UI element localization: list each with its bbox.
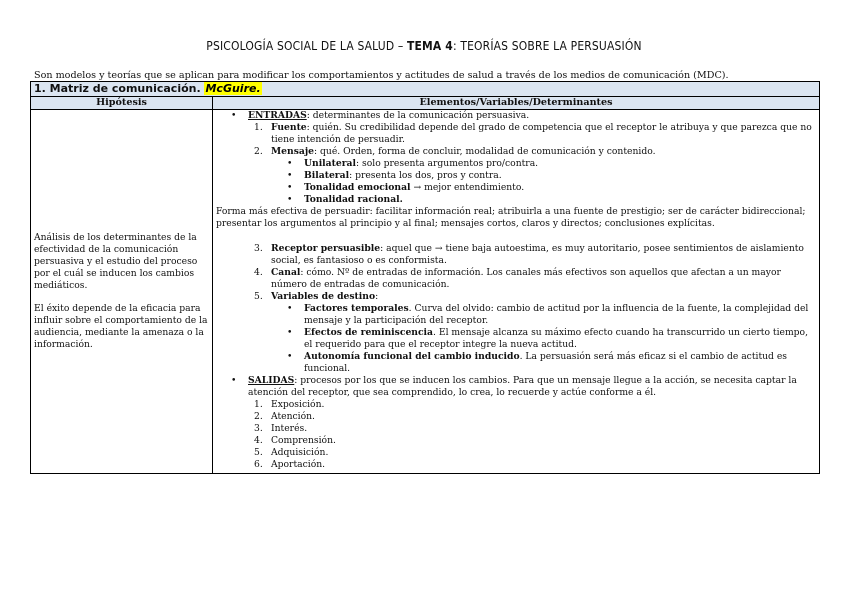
section-title: 1. Matriz de comunicación. McGuire. [31,82,820,97]
intro-text: Son modelos y teorías que se aplican para modificar los comportamientos y actitudes de salud a través de los medios de comunicación (MDC). [34,70,729,81]
fuente-item: 1. Fuente: quién. Su credibilidad depende del grado de competencia que el receptor le atribuya y que parezca que no tiene intención de persuadir. [254,122,812,145]
racional-item: • Tonalidad racional. [287,194,403,205]
salidas-list-item: 1. Exposición. [254,399,325,410]
unilateral-item: • Unilateral: solo presenta argumentos pro/contra. [287,158,539,169]
content-row [31,110,820,474]
salidas-list-item: 4. Comprensión. [254,435,336,446]
forma-paragraph: Forma más efectiva de persuadir: facilitar información real; atribuirla a una fuente de prestigio; ser de carácter bidireccional; presentar los argumentos al principio y al final; mensajes cortos, claros y directos; conclusiones explícitas. [216,206,806,229]
salidas-item: • SALIDAS: procesos por los que se inducen los cambios. Para que un mensaje llegue a la acción, se necesita captar la atención del receptor, que sea comprendido, lo crea, lo recuerde y actúe conforme a él. [231,375,797,398]
temporales-item: • Factores temporales. Curva del olvido: cambio de actitud por la influencia de la fuente, la complejidad del mensaje y la participación del receptor. [287,303,809,326]
canal-item: 4. Canal: cómo. Nº de entradas de información. Los canales más efectivos son aquellos que afectan a un mayor número de entradas de comunicación. [254,267,781,290]
hypothesis-paragraph-1: Análisis de los determinantes de la efectividad de la comunicación persuasiva y el estudio del proceso por el cuál se inducen los cambios mediáticos. [34,232,198,291]
document-title: PSICOLOGÍA SOCIAL DE LA SALUD – TEMA 4: TEORÍAS SOBRE LA PERSUASIÓN [206,38,642,53]
bilateral-item: • Bilateral: presenta los dos, pros y contra. [287,170,502,181]
salidas-list-item: 3. Interés. [254,423,308,434]
salidas-list-item: 6. Aportación. [254,459,326,470]
persuasion-matrix-table [30,81,820,474]
salidas-list-item: 5. Adquisición. [254,447,329,458]
entradas-item: • ENTRADAS: determinantes de la comunicación persuasiva. [231,110,530,121]
col-elements: Elementos/Variables/Determinantes [213,97,820,110]
autonomia-item: • Autonomía funcional del cambio inducido. La persuasión será más eficaz si el cambio de actitud es funcional. [287,351,788,374]
salidas-list-item: 2. Atención. [254,411,315,422]
reminiscencia-item: • Efectos de reminiscencia. El mensaje alcanza su máximo efecto cuando ha transcurrido un cierto tiempo, el requerido para que el receptor integre la nueva actitud. [287,327,809,350]
emocional-item: • Tonalidad emocional → mejor entendimiento. [287,182,525,193]
section-header-row [31,82,820,97]
hypothesis-cell [31,110,213,474]
col-hypothesis: Hipótesis [31,97,213,110]
elements-cell [213,110,820,474]
destino-item: 5. Variables de destino: [254,291,379,302]
column-header-row [31,97,820,110]
hypothesis-paragraph-2: El éxito depende de la eficacia para influir sobre el comportamiento de la audiencia, mediante la amenaza o la información. [34,303,208,350]
mensaje-item: 2. Mensaje: qué. Orden, forma de concluir, modalidad de comunicación y contenido. [254,146,656,157]
receptor-item: 3. Receptor persuasible: aquel que → tiene baja autoestima, es muy autoritario, posee sentimientos de aislamiento social, es fantasioso o es conformista. [254,243,804,266]
section-author: McGuire. [205,82,261,95]
